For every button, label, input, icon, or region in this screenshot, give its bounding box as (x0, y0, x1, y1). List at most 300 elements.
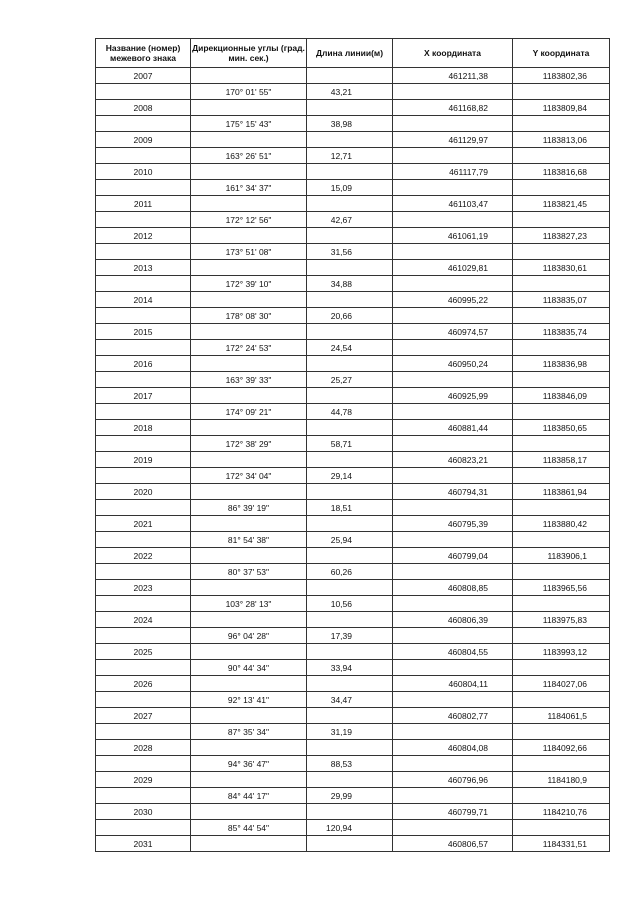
empty-cell (513, 308, 610, 324)
empty-cell (307, 836, 393, 852)
empty-cell (191, 740, 307, 756)
direction-angle: 81° 54' 38" (191, 532, 307, 548)
table-row (96, 804, 610, 820)
x-coordinate: 461129,97 (393, 132, 513, 148)
empty-cell (96, 660, 191, 676)
line-length: 25,94 (307, 532, 393, 548)
empty-cell (393, 340, 513, 356)
empty-cell (393, 244, 513, 260)
line-length: 29,14 (307, 468, 393, 484)
empty-cell (191, 580, 307, 596)
direction-angle: 172° 38' 29" (191, 436, 307, 452)
line-length: 29,99 (307, 788, 393, 804)
empty-cell (96, 340, 191, 356)
table-row (96, 420, 610, 436)
empty-cell (96, 180, 191, 196)
point-name: 2020 (96, 484, 191, 500)
x-coordinate: 460925,99 (393, 388, 513, 404)
header-angle: Дирекционные углы (град. мин. сек.) (191, 39, 307, 68)
direction-angle: 172° 39' 10" (191, 276, 307, 292)
y-coordinate: 1184210,76 (513, 804, 610, 820)
x-coordinate: 460974,57 (393, 324, 513, 340)
empty-cell (96, 692, 191, 708)
empty-cell (513, 244, 610, 260)
direction-angle: 174° 09' 21" (191, 404, 307, 420)
line-length: 17,39 (307, 628, 393, 644)
empty-cell (96, 212, 191, 228)
empty-cell (96, 564, 191, 580)
direction-angle: 172° 24' 53" (191, 340, 307, 356)
direction-angle: 178° 08' 30" (191, 308, 307, 324)
point-name: 2026 (96, 676, 191, 692)
point-name: 2031 (96, 836, 191, 852)
table-row (96, 548, 610, 564)
table-row (96, 132, 610, 148)
line-length: 58,71 (307, 436, 393, 452)
y-coordinate: 1184180,9 (513, 772, 610, 788)
table-row (96, 324, 610, 340)
table-row (96, 500, 610, 516)
point-name: 2023 (96, 580, 191, 596)
empty-cell (96, 820, 191, 836)
direction-angle: 163° 39' 33" (191, 372, 307, 388)
empty-cell (307, 804, 393, 820)
empty-cell (307, 292, 393, 308)
line-length: 34,47 (307, 692, 393, 708)
empty-cell (513, 148, 610, 164)
y-coordinate: 1183827,23 (513, 228, 610, 244)
line-length: 34,88 (307, 276, 393, 292)
y-coordinate: 1183821,45 (513, 196, 610, 212)
table-row (96, 164, 610, 180)
empty-cell (307, 676, 393, 692)
y-coordinate: 1184092,66 (513, 740, 610, 756)
point-name: 2014 (96, 292, 191, 308)
table-row (96, 100, 610, 116)
empty-cell (191, 196, 307, 212)
table-row (96, 516, 610, 532)
boundary-coordinates-table (95, 38, 610, 852)
point-name: 2013 (96, 260, 191, 276)
table-row (96, 276, 610, 292)
empty-cell (191, 836, 307, 852)
table-row (96, 388, 610, 404)
empty-cell (96, 404, 191, 420)
direction-angle: 90° 44' 34" (191, 660, 307, 676)
table-row (96, 644, 610, 660)
x-coordinate: 460808,85 (393, 580, 513, 596)
empty-cell (96, 468, 191, 484)
empty-cell (307, 484, 393, 500)
x-coordinate: 460804,11 (393, 676, 513, 692)
table-row (96, 596, 610, 612)
empty-cell (513, 628, 610, 644)
direction-angle: 170° 01' 55" (191, 84, 307, 100)
line-length: 31,56 (307, 244, 393, 260)
empty-cell (96, 724, 191, 740)
line-length: 20,66 (307, 308, 393, 324)
table-row (96, 212, 610, 228)
x-coordinate: 460995,22 (393, 292, 513, 308)
empty-cell (307, 356, 393, 372)
empty-cell (191, 68, 307, 84)
table-row (96, 228, 610, 244)
empty-cell (96, 148, 191, 164)
point-name: 2016 (96, 356, 191, 372)
table-row (96, 196, 610, 212)
empty-cell (513, 756, 610, 772)
empty-cell (307, 708, 393, 724)
line-length: 88,53 (307, 756, 393, 772)
empty-cell (393, 180, 513, 196)
y-coordinate: 1183846,09 (513, 388, 610, 404)
empty-cell (191, 420, 307, 436)
point-name: 2017 (96, 388, 191, 404)
empty-cell (191, 452, 307, 468)
table-row (96, 788, 610, 804)
header-name: Название (номер) межевого знака (96, 39, 191, 68)
point-name: 2030 (96, 804, 191, 820)
table-row (96, 84, 610, 100)
point-name: 2012 (96, 228, 191, 244)
empty-cell (191, 356, 307, 372)
y-coordinate: 1183850,65 (513, 420, 610, 436)
empty-cell (513, 820, 610, 836)
empty-cell (513, 692, 610, 708)
x-coordinate: 460950,24 (393, 356, 513, 372)
x-coordinate: 460806,39 (393, 612, 513, 628)
line-length: 12,71 (307, 148, 393, 164)
empty-cell (393, 692, 513, 708)
table-row (96, 628, 610, 644)
table-row (96, 724, 610, 740)
point-name: 2015 (96, 324, 191, 340)
direction-angle: 87° 35' 34" (191, 724, 307, 740)
x-coordinate: 460802,77 (393, 708, 513, 724)
table-row (96, 836, 610, 852)
empty-cell (96, 276, 191, 292)
empty-cell (393, 308, 513, 324)
header-row (96, 39, 610, 68)
empty-cell (191, 548, 307, 564)
direction-angle: 84° 44' 17" (191, 788, 307, 804)
direction-angle: 175° 15' 43" (191, 116, 307, 132)
x-coordinate: 461103,47 (393, 196, 513, 212)
empty-cell (191, 772, 307, 788)
line-length: 31,19 (307, 724, 393, 740)
y-coordinate: 1183802,36 (513, 68, 610, 84)
table-row (96, 436, 610, 452)
y-coordinate: 1183965,56 (513, 580, 610, 596)
empty-cell (307, 164, 393, 180)
empty-cell (513, 180, 610, 196)
empty-cell (393, 276, 513, 292)
table-row (96, 180, 610, 196)
empty-cell (393, 468, 513, 484)
empty-cell (307, 548, 393, 564)
empty-cell (96, 116, 191, 132)
empty-cell (307, 612, 393, 628)
y-coordinate: 1184331,51 (513, 836, 610, 852)
empty-cell (513, 660, 610, 676)
empty-cell (513, 340, 610, 356)
empty-cell (393, 404, 513, 420)
empty-cell (307, 196, 393, 212)
empty-cell (513, 596, 610, 612)
table-row (96, 452, 610, 468)
x-coordinate: 460796,96 (393, 772, 513, 788)
header-length: Длина линии(м) (307, 39, 393, 68)
table-row (96, 468, 610, 484)
empty-cell (307, 772, 393, 788)
line-length: 43,21 (307, 84, 393, 100)
empty-cell (393, 436, 513, 452)
empty-cell (96, 372, 191, 388)
empty-cell (191, 292, 307, 308)
empty-cell (307, 324, 393, 340)
point-name: 2010 (96, 164, 191, 180)
empty-cell (393, 372, 513, 388)
empty-cell (191, 516, 307, 532)
x-coordinate: 460881,44 (393, 420, 513, 436)
direction-angle: 80° 37' 53" (191, 564, 307, 580)
empty-cell (513, 724, 610, 740)
table-row (96, 68, 610, 84)
point-name: 2009 (96, 132, 191, 148)
direction-angle: 92° 13' 41" (191, 692, 307, 708)
line-length: 38,98 (307, 116, 393, 132)
empty-cell (393, 84, 513, 100)
y-coordinate: 1183816,68 (513, 164, 610, 180)
point-name: 2027 (96, 708, 191, 724)
empty-cell (191, 644, 307, 660)
empty-cell (307, 260, 393, 276)
point-name: 2025 (96, 644, 191, 660)
y-coordinate: 1183993,12 (513, 644, 610, 660)
table-row (96, 116, 610, 132)
empty-cell (191, 260, 307, 276)
x-coordinate: 461117,79 (393, 164, 513, 180)
x-coordinate: 460794,31 (393, 484, 513, 500)
table-row (96, 372, 610, 388)
empty-cell (307, 452, 393, 468)
table-row (96, 356, 610, 372)
point-name: 2029 (96, 772, 191, 788)
empty-cell (191, 228, 307, 244)
empty-cell (307, 388, 393, 404)
direction-angle: 173° 51' 08" (191, 244, 307, 260)
empty-cell (513, 84, 610, 100)
y-coordinate: 1183880,42 (513, 516, 610, 532)
empty-cell (307, 644, 393, 660)
empty-cell (513, 116, 610, 132)
x-coordinate: 461029,81 (393, 260, 513, 276)
empty-cell (191, 804, 307, 820)
table-row (96, 244, 610, 260)
empty-cell (191, 132, 307, 148)
direction-angle: 163° 26' 51" (191, 148, 307, 164)
empty-cell (191, 484, 307, 500)
point-name: 2008 (96, 100, 191, 116)
document-sheet (95, 38, 609, 849)
table-row (96, 692, 610, 708)
table-row (96, 340, 610, 356)
empty-cell (393, 596, 513, 612)
empty-cell (513, 404, 610, 420)
direction-angle: 94° 36' 47" (191, 756, 307, 772)
empty-cell (191, 164, 307, 180)
header-x: X координата (393, 39, 513, 68)
empty-cell (191, 100, 307, 116)
empty-cell (307, 740, 393, 756)
line-length: 44,78 (307, 404, 393, 420)
empty-cell (393, 724, 513, 740)
empty-cell (96, 308, 191, 324)
table-row (96, 612, 610, 628)
empty-cell (393, 532, 513, 548)
y-coordinate: 1183861,94 (513, 484, 610, 500)
table-row (96, 404, 610, 420)
y-coordinate: 1183835,74 (513, 324, 610, 340)
point-name: 2011 (96, 196, 191, 212)
empty-cell (96, 244, 191, 260)
x-coordinate: 460806,57 (393, 836, 513, 852)
point-name: 2024 (96, 612, 191, 628)
table-row (96, 756, 610, 772)
table-row (96, 580, 610, 596)
y-coordinate: 1183906,1 (513, 548, 610, 564)
line-length: 120,94 (307, 820, 393, 836)
empty-cell (513, 276, 610, 292)
table-row (96, 740, 610, 756)
empty-cell (393, 116, 513, 132)
y-coordinate: 1183813,06 (513, 132, 610, 148)
empty-cell (191, 708, 307, 724)
point-name: 2007 (96, 68, 191, 84)
direction-angle: 96° 04' 28" (191, 628, 307, 644)
x-coordinate: 460804,55 (393, 644, 513, 660)
empty-cell (191, 324, 307, 340)
point-name: 2022 (96, 548, 191, 564)
table-row (96, 484, 610, 500)
empty-cell (96, 436, 191, 452)
y-coordinate: 1184027,06 (513, 676, 610, 692)
empty-cell (96, 628, 191, 644)
x-coordinate: 460799,04 (393, 548, 513, 564)
line-length: 60,26 (307, 564, 393, 580)
empty-cell (393, 564, 513, 580)
direction-angle: 103° 28' 13" (191, 596, 307, 612)
line-length: 10,56 (307, 596, 393, 612)
empty-cell (96, 532, 191, 548)
table-row (96, 292, 610, 308)
empty-cell (96, 596, 191, 612)
direction-angle: 172° 34' 04" (191, 468, 307, 484)
empty-cell (191, 612, 307, 628)
line-length: 18,51 (307, 500, 393, 516)
x-coordinate: 461211,38 (393, 68, 513, 84)
empty-cell (96, 500, 191, 516)
x-coordinate: 460799,71 (393, 804, 513, 820)
empty-cell (96, 788, 191, 804)
x-coordinate: 461061,19 (393, 228, 513, 244)
y-coordinate: 1184061,5 (513, 708, 610, 724)
empty-cell (307, 68, 393, 84)
empty-cell (513, 532, 610, 548)
y-coordinate: 1183858,17 (513, 452, 610, 468)
direction-angle: 161° 34' 37" (191, 180, 307, 196)
empty-cell (513, 564, 610, 580)
line-length: 25,27 (307, 372, 393, 388)
empty-cell (307, 580, 393, 596)
empty-cell (96, 84, 191, 100)
table-row (96, 708, 610, 724)
empty-cell (513, 436, 610, 452)
y-coordinate: 1183975,83 (513, 612, 610, 628)
direction-angle: 86° 39' 19" (191, 500, 307, 516)
table-row (96, 308, 610, 324)
table-row (96, 772, 610, 788)
table-body (96, 68, 610, 852)
empty-cell (393, 820, 513, 836)
empty-cell (307, 420, 393, 436)
table-row (96, 660, 610, 676)
empty-cell (393, 628, 513, 644)
point-name: 2021 (96, 516, 191, 532)
table-row (96, 676, 610, 692)
y-coordinate: 1183830,61 (513, 260, 610, 276)
empty-cell (191, 676, 307, 692)
table-row (96, 820, 610, 836)
empty-cell (307, 228, 393, 244)
y-coordinate: 1183836,98 (513, 356, 610, 372)
table-row (96, 532, 610, 548)
direction-angle: 85° 44' 54" (191, 820, 307, 836)
table-row (96, 564, 610, 580)
x-coordinate: 460804,08 (393, 740, 513, 756)
empty-cell (513, 468, 610, 484)
point-name: 2028 (96, 740, 191, 756)
y-coordinate: 1183835,07 (513, 292, 610, 308)
line-length: 15,09 (307, 180, 393, 196)
empty-cell (513, 788, 610, 804)
empty-cell (513, 500, 610, 516)
direction-angle: 172° 12' 56" (191, 212, 307, 228)
x-coordinate: 460795,39 (393, 516, 513, 532)
y-coordinate: 1183809,84 (513, 100, 610, 116)
point-name: 2019 (96, 452, 191, 468)
line-length: 33,94 (307, 660, 393, 676)
x-coordinate: 461168,82 (393, 100, 513, 116)
empty-cell (393, 788, 513, 804)
empty-cell (393, 212, 513, 228)
empty-cell (191, 388, 307, 404)
empty-cell (307, 132, 393, 148)
empty-cell (393, 660, 513, 676)
table-row (96, 148, 610, 164)
empty-cell (307, 100, 393, 116)
point-name: 2018 (96, 420, 191, 436)
empty-cell (513, 372, 610, 388)
line-length: 24,54 (307, 340, 393, 356)
line-length: 42,67 (307, 212, 393, 228)
empty-cell (393, 148, 513, 164)
empty-cell (96, 756, 191, 772)
table-row (96, 260, 610, 276)
x-coordinate: 460823,21 (393, 452, 513, 468)
empty-cell (307, 516, 393, 532)
empty-cell (393, 500, 513, 516)
